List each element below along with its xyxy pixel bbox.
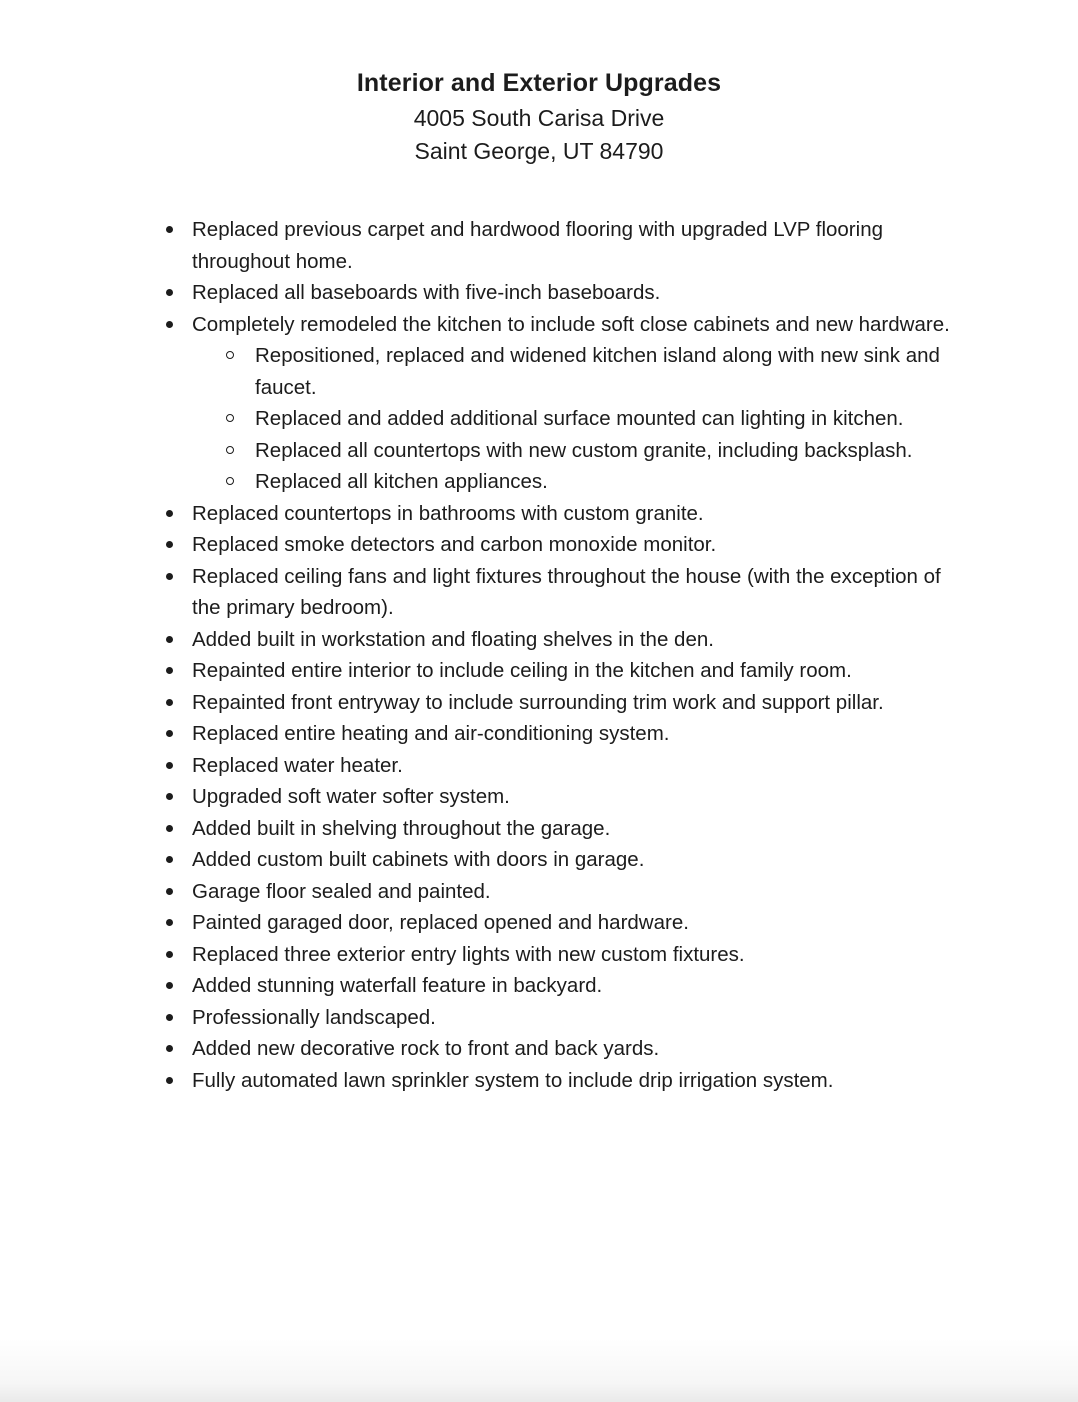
disc-bullet-icon: [165, 1033, 192, 1065]
disc-bullet-icon: [165, 844, 192, 876]
list-item-text: Repositioned, replaced and widened kitchen island along with new sink and faucet.: [255, 344, 940, 399]
list-item: [0, 1065, 950, 1097]
list-item-text: Replaced previous carpet and hardwood flooring with upgraded LVP flooring throughout home.: [192, 218, 883, 273]
list-item-text: Replaced all countertops with new custom granite, including backsplash.: [255, 438, 913, 462]
page-bottom-shadow: [0, 1338, 1078, 1402]
list-item: [0, 844, 950, 876]
disc-bullet-icon: [165, 498, 192, 530]
list-item-text: Added built in workstation and floating shelves in the den.: [192, 627, 714, 651]
list-item-text: Added new decorative rock to front and back yards.: [192, 1037, 660, 1060]
list-item: [0, 561, 950, 624]
list-item-text: Added built in shelving throughout the garage.: [192, 816, 611, 840]
list-item: [0, 781, 950, 813]
list-item: [0, 939, 950, 971]
circle-bullet-icon: [225, 340, 255, 403]
list-item: [0, 970, 950, 1002]
disc-bullet-icon: [165, 214, 192, 277]
disc-bullet-icon: [165, 309, 192, 341]
disc-bullet-icon: [165, 529, 192, 561]
circle-bullet-icon: [225, 466, 255, 498]
disc-bullet-icon: [165, 277, 192, 309]
list-item-text: Replaced smoke detectors and carbon monoxide monitor.: [192, 533, 717, 556]
list-item-text: Fully automated lawn sprinkler system to include drip irrigation system.: [192, 1068, 834, 1092]
list-item: [0, 403, 950, 435]
list-item-text: Replaced all baseboards with five-inch baseboards.: [192, 281, 661, 304]
disc-bullet-icon: [165, 970, 192, 1002]
list-item: [0, 277, 950, 309]
list-item: [0, 529, 950, 561]
list-item-text: Added stunning waterfall feature in backyard.: [192, 974, 603, 997]
list-item-text: Repainted entire interior to include ceiling in the kitchen and family room.: [192, 659, 852, 682]
list-item-text: Professionally landscaped.: [192, 1005, 436, 1029]
circle-bullet-icon: [225, 435, 255, 467]
list-item: [0, 655, 950, 687]
list-item-text: Replaced entire heating and air-conditioning system.: [192, 722, 670, 745]
list-item: [0, 1002, 950, 1034]
list-item: [0, 750, 950, 782]
list-item-text: Repainted front entryway to include surrounding trim work and support pillar.: [192, 690, 884, 714]
list-item-text: Completely remodeled the kitchen to include soft close cabinets and new hardware.: [192, 312, 950, 336]
circle-bullet-icon: [225, 403, 255, 435]
list-item: [0, 624, 950, 656]
disc-bullet-icon: [165, 907, 192, 939]
address-line-1: 4005 South Carisa Drive: [413, 105, 665, 131]
list-item-text: Added custom built cabinets with doors in garage.: [192, 848, 645, 871]
list-item-text: Replaced water heater.: [192, 753, 403, 777]
list-item-text: Replaced and added additional surface mounted can lighting in kitchen.: [255, 407, 904, 430]
disc-bullet-icon: [165, 624, 192, 656]
list-item: [0, 309, 950, 341]
list-item-text: Painted garaged door, replaced opened and hardware.: [192, 911, 689, 934]
list-item: [0, 813, 950, 845]
disc-bullet-icon: [165, 939, 192, 971]
list-item: [0, 718, 950, 750]
upgrades-list: [0, 214, 1078, 1096]
disc-bullet-icon: [165, 750, 192, 782]
disc-bullet-icon: [165, 687, 192, 719]
list-item-text: Replaced all kitchen appliances.: [255, 470, 548, 493]
disc-bullet-icon: [165, 655, 192, 687]
address-line-2: Saint George, UT 84790: [414, 138, 664, 164]
list-item: [0, 498, 950, 530]
list-item-text: Replaced three exterior entry lights with new custom fixtures.: [192, 942, 745, 966]
disc-bullet-icon: [165, 813, 192, 845]
list-item: [0, 876, 950, 908]
page-title: Interior and Exterior Upgrades: [356, 69, 722, 97]
list-item: [0, 466, 950, 498]
document-header: [0, 0, 1078, 168]
disc-bullet-icon: [165, 1065, 192, 1097]
list-item: [0, 687, 950, 719]
list-item-text: Garage floor sealed and painted.: [192, 879, 491, 903]
disc-bullet-icon: [165, 781, 192, 813]
list-item: [0, 340, 950, 403]
list-item-text: Replaced ceiling fans and light fixtures throughout the house (with the exception of the primary bedroom).: [192, 564, 941, 619]
list-item: [0, 435, 950, 467]
disc-bullet-icon: [165, 876, 192, 908]
list-item-text: Replaced countertops in bathrooms with custom granite.: [192, 501, 704, 525]
disc-bullet-icon: [165, 1002, 192, 1034]
list-item: [0, 214, 950, 277]
list-item-text: Upgraded soft water softer system.: [192, 785, 510, 808]
list-item: [0, 907, 950, 939]
disc-bullet-icon: [165, 718, 192, 750]
disc-bullet-icon: [165, 561, 192, 624]
list-item: [0, 1033, 950, 1065]
